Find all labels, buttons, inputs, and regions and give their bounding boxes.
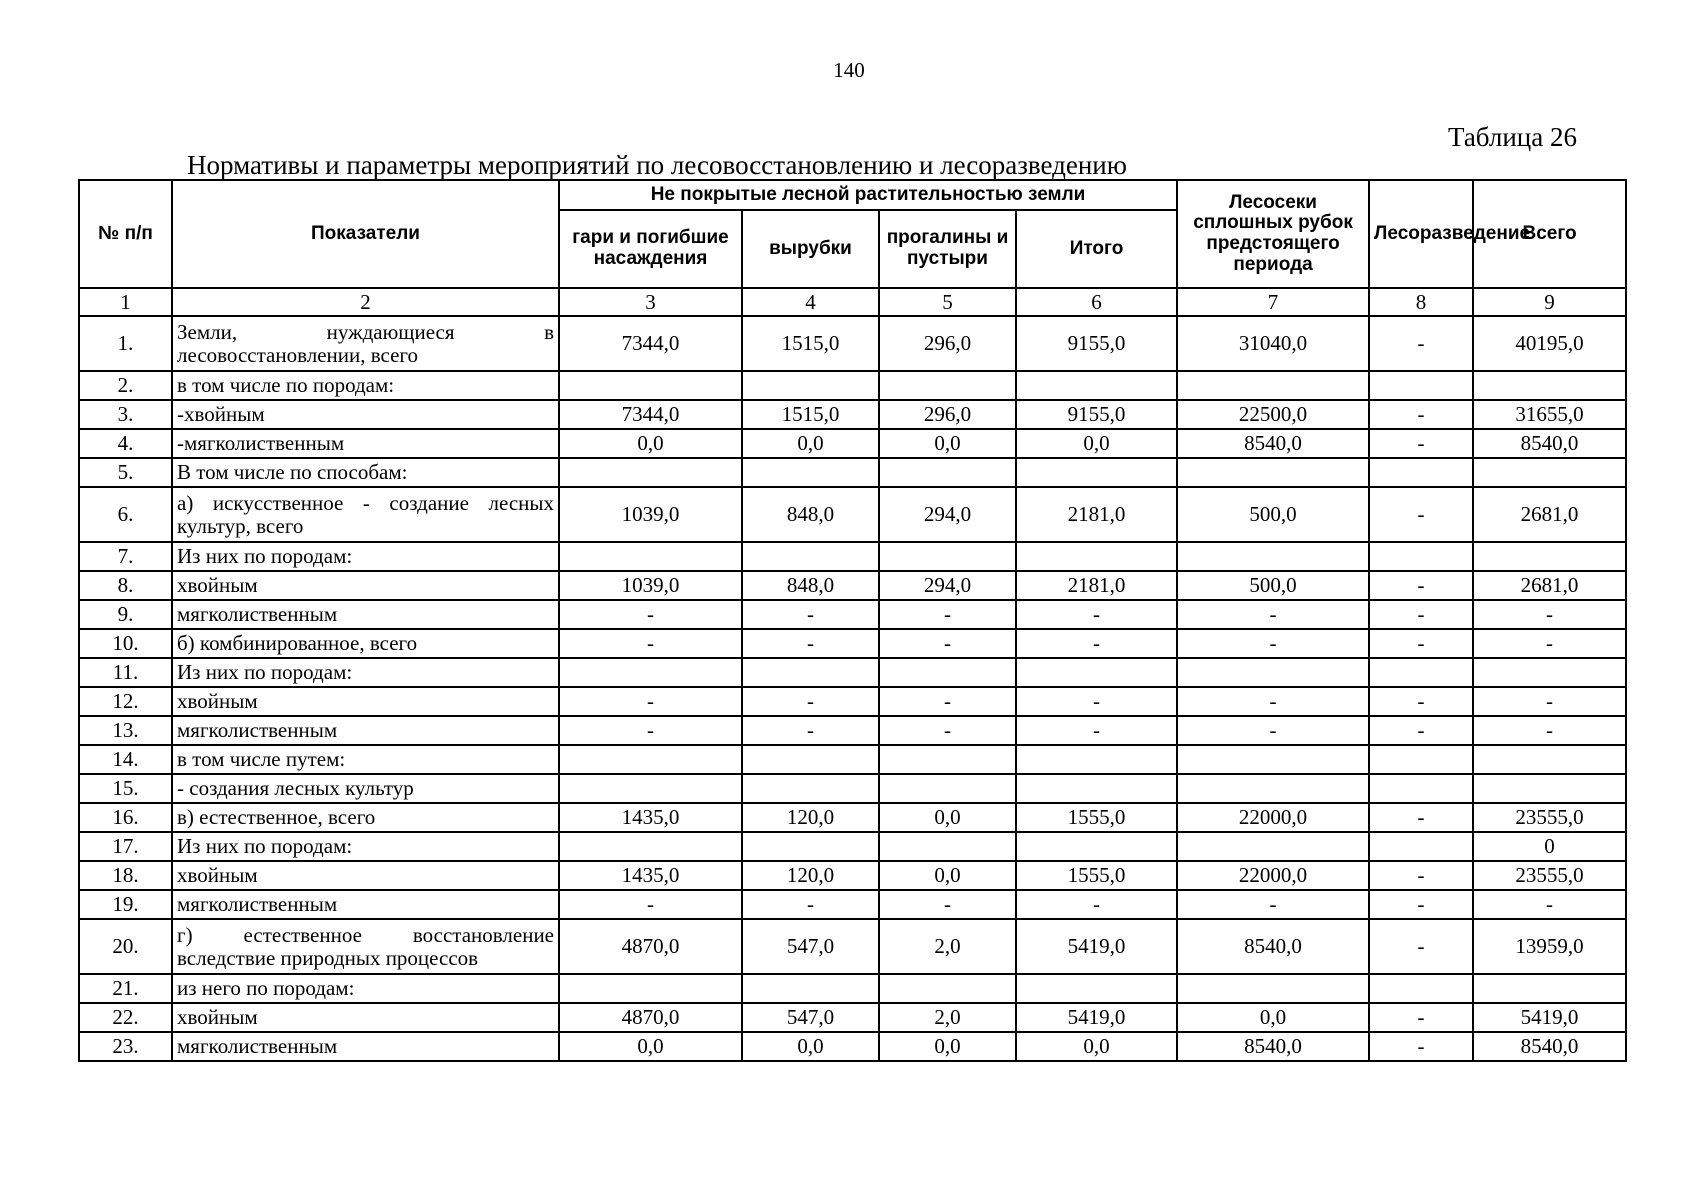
row-label: -мягколиственным	[172, 429, 559, 458]
table-row	[79, 429, 1626, 458]
row-number: 13.	[79, 716, 172, 745]
cell-clearcut	[1177, 774, 1369, 803]
cell-afforestation: -	[1369, 629, 1473, 658]
cell-cuttings: -	[742, 716, 879, 745]
cell-cuttings: 547,0	[742, 919, 879, 974]
cell-cuttings: 1515,0	[742, 400, 879, 429]
row-number: 2.	[79, 371, 172, 400]
cell-cuttings	[742, 974, 879, 1003]
row-number: 14.	[79, 745, 172, 774]
cell-cuttings: -	[742, 890, 879, 919]
table-row	[79, 803, 1626, 832]
cell-clearcut: -	[1177, 600, 1369, 629]
header-indicator: Показатели	[172, 180, 559, 288]
cell-burns	[559, 745, 742, 774]
row-number: 7.	[79, 542, 172, 571]
cell-glades	[879, 371, 1016, 400]
cell-clearcut: 22000,0	[1177, 803, 1369, 832]
column-number: 2	[172, 288, 559, 316]
row-label: мягколиственным	[172, 890, 559, 919]
cell-total: 23555,0	[1473, 861, 1626, 890]
row-label: -хвойным	[172, 400, 559, 429]
row-number: 5.	[79, 458, 172, 487]
cell-cuttings	[742, 542, 879, 571]
cell-afforestation	[1369, 745, 1473, 774]
cell-burns: 1435,0	[559, 861, 742, 890]
row-label: мягколиственным	[172, 600, 559, 629]
column-number: 6	[1016, 288, 1177, 316]
cell-afforestation: -	[1369, 487, 1473, 542]
cell-clearcut: -	[1177, 629, 1369, 658]
row-number: 19.	[79, 890, 172, 919]
cell-subtotal: 0,0	[1016, 429, 1177, 458]
cell-clearcut: 31040,0	[1177, 316, 1369, 371]
forest-restoration-table	[78, 179, 1627, 1062]
cell-clearcut: 22500,0	[1177, 400, 1369, 429]
cell-cuttings: 547,0	[742, 1003, 879, 1032]
row-label: в) естественное, всего	[172, 803, 559, 832]
table-row	[79, 716, 1626, 745]
cell-subtotal: 2181,0	[1016, 571, 1177, 600]
cell-glades: 2,0	[879, 919, 1016, 974]
header-cuttings: вырубки	[742, 210, 879, 288]
cell-afforestation: -	[1369, 919, 1473, 974]
cell-burns: 0,0	[559, 429, 742, 458]
cell-burns: -	[559, 687, 742, 716]
cell-cuttings: -	[742, 600, 879, 629]
row-number: 17.	[79, 832, 172, 861]
cell-total: 2681,0	[1473, 571, 1626, 600]
row-label: а) искусственное - создание лесных культур, всего	[172, 487, 559, 542]
cell-burns	[559, 658, 742, 687]
cell-subtotal: 1555,0	[1016, 803, 1177, 832]
cell-glades: -	[879, 716, 1016, 745]
table-row	[79, 487, 1626, 542]
cell-glades	[879, 458, 1016, 487]
cell-total	[1473, 658, 1626, 687]
cell-clearcut	[1177, 832, 1369, 861]
cell-glades: 2,0	[879, 1003, 1016, 1032]
cell-subtotal: 0,0	[1016, 1032, 1177, 1061]
cell-afforestation: -	[1369, 429, 1473, 458]
row-number: 15.	[79, 774, 172, 803]
cell-afforestation	[1369, 832, 1473, 861]
table-row	[79, 687, 1626, 716]
column-number: 3	[559, 288, 742, 316]
cell-subtotal: 5419,0	[1016, 1003, 1177, 1032]
cell-total	[1473, 745, 1626, 774]
cell-clearcut: -	[1177, 687, 1369, 716]
cell-subtotal: 9155,0	[1016, 400, 1177, 429]
cell-clearcut	[1177, 542, 1369, 571]
row-number: 22.	[79, 1003, 172, 1032]
cell-clearcut	[1177, 458, 1369, 487]
table-row	[79, 600, 1626, 629]
cell-total: 8540,0	[1473, 1032, 1626, 1061]
column-number: 9	[1473, 288, 1626, 316]
cell-burns: -	[559, 629, 742, 658]
cell-burns: -	[559, 716, 742, 745]
table-row	[79, 542, 1626, 571]
cell-cuttings	[742, 371, 879, 400]
cell-subtotal	[1016, 745, 1177, 774]
table-row	[79, 832, 1626, 861]
cell-subtotal: 9155,0	[1016, 316, 1177, 371]
cell-afforestation: -	[1369, 1032, 1473, 1061]
cell-clearcut: 8540,0	[1177, 1032, 1369, 1061]
table-row	[79, 890, 1626, 919]
row-label: мягколиственным	[172, 716, 559, 745]
table-row	[79, 861, 1626, 890]
cell-afforestation: -	[1369, 1003, 1473, 1032]
cell-burns: 1435,0	[559, 803, 742, 832]
row-number: 12.	[79, 687, 172, 716]
cell-total: -	[1473, 629, 1626, 658]
cell-total: -	[1473, 600, 1626, 629]
cell-clearcut	[1177, 371, 1369, 400]
cell-clearcut	[1177, 658, 1369, 687]
cell-afforestation	[1369, 542, 1473, 571]
cell-cuttings	[742, 658, 879, 687]
cell-cuttings: 120,0	[742, 861, 879, 890]
row-label: Из них по породам:	[172, 542, 559, 571]
row-label: из него по породам:	[172, 974, 559, 1003]
cell-clearcut: -	[1177, 890, 1369, 919]
row-number: 9.	[79, 600, 172, 629]
table-body	[79, 316, 1626, 1061]
cell-burns: 4870,0	[559, 1003, 742, 1032]
row-label: Земли, нуждающиеся в лесовосстановлении, всего	[172, 316, 559, 371]
cell-afforestation	[1369, 458, 1473, 487]
cell-burns: 7344,0	[559, 316, 742, 371]
cell-burns	[559, 832, 742, 861]
cell-burns	[559, 542, 742, 571]
cell-afforestation: -	[1369, 861, 1473, 890]
column-number: 5	[879, 288, 1016, 316]
cell-glades: 0,0	[879, 1032, 1016, 1061]
cell-cuttings	[742, 458, 879, 487]
cell-total: 40195,0	[1473, 316, 1626, 371]
cell-burns: -	[559, 600, 742, 629]
cell-afforestation: -	[1369, 600, 1473, 629]
table-row	[79, 974, 1626, 1003]
table-row	[79, 745, 1626, 774]
cell-total: -	[1473, 687, 1626, 716]
table-row	[79, 1032, 1626, 1061]
header-burns: гари и погибшие насаждения	[559, 210, 742, 288]
cell-glades	[879, 832, 1016, 861]
cell-burns: 0,0	[559, 1032, 742, 1061]
header-total: Всего	[1473, 180, 1626, 288]
cell-glades: 294,0	[879, 487, 1016, 542]
cell-glades: 294,0	[879, 571, 1016, 600]
row-label: хвойным	[172, 861, 559, 890]
cell-cuttings: 120,0	[742, 803, 879, 832]
cell-total: -	[1473, 890, 1626, 919]
cell-afforestation: -	[1369, 803, 1473, 832]
cell-total	[1473, 371, 1626, 400]
header-unforested-group: Не покрытые лесной растительностью земли	[559, 180, 1177, 210]
cell-subtotal: 1555,0	[1016, 861, 1177, 890]
cell-afforestation	[1369, 974, 1473, 1003]
row-number: 4.	[79, 429, 172, 458]
cell-subtotal: -	[1016, 687, 1177, 716]
cell-total: 23555,0	[1473, 803, 1626, 832]
table-row	[79, 774, 1626, 803]
table-row	[79, 458, 1626, 487]
header-number: № п/п	[79, 180, 172, 288]
cell-total	[1473, 774, 1626, 803]
cell-subtotal: -	[1016, 629, 1177, 658]
cell-afforestation: -	[1369, 571, 1473, 600]
cell-total: 8540,0	[1473, 429, 1626, 458]
cell-afforestation: -	[1369, 316, 1473, 371]
header-subtotal: Итого	[1016, 210, 1177, 288]
cell-afforestation: -	[1369, 687, 1473, 716]
cell-subtotal: -	[1016, 716, 1177, 745]
cell-afforestation	[1369, 371, 1473, 400]
table-row	[79, 400, 1626, 429]
header-clearcut: Лесосеки сплошных рубок предстоящего периода	[1177, 180, 1369, 288]
cell-clearcut: 22000,0	[1177, 861, 1369, 890]
cell-glades: 296,0	[879, 316, 1016, 371]
cell-afforestation	[1369, 658, 1473, 687]
cell-glades	[879, 658, 1016, 687]
cell-burns	[559, 974, 742, 1003]
row-label: б) комбинированное, всего	[172, 629, 559, 658]
cell-glades: -	[879, 600, 1016, 629]
cell-total: 31655,0	[1473, 400, 1626, 429]
column-number: 1	[79, 288, 172, 316]
row-label: хвойным	[172, 1003, 559, 1032]
cell-burns: 7344,0	[559, 400, 742, 429]
cell-subtotal	[1016, 458, 1177, 487]
row-label: в том числе путем:	[172, 745, 559, 774]
cell-glades	[879, 542, 1016, 571]
cell-burns: 1039,0	[559, 571, 742, 600]
header-glades: прогалины и пустыри	[879, 210, 1016, 288]
cell-clearcut: 0,0	[1177, 1003, 1369, 1032]
cell-clearcut: 500,0	[1177, 487, 1369, 542]
row-label: г) естественное восстановление вследствие природных процессов	[172, 919, 559, 974]
cell-total	[1473, 458, 1626, 487]
cell-cuttings: 848,0	[742, 487, 879, 542]
cell-subtotal	[1016, 974, 1177, 1003]
cell-cuttings: 1515,0	[742, 316, 879, 371]
cell-subtotal: 2181,0	[1016, 487, 1177, 542]
row-number: 11.	[79, 658, 172, 687]
table-row	[79, 316, 1626, 371]
cell-burns	[559, 371, 742, 400]
cell-total: 0	[1473, 832, 1626, 861]
cell-subtotal	[1016, 658, 1177, 687]
cell-total: 5419,0	[1473, 1003, 1626, 1032]
cell-glades: 296,0	[879, 400, 1016, 429]
cell-subtotal	[1016, 371, 1177, 400]
row-label: хвойным	[172, 571, 559, 600]
cell-afforestation	[1369, 774, 1473, 803]
cell-subtotal: 5419,0	[1016, 919, 1177, 974]
cell-total	[1473, 542, 1626, 571]
table-row	[79, 371, 1626, 400]
cell-subtotal	[1016, 832, 1177, 861]
cell-clearcut: 8540,0	[1177, 919, 1369, 974]
table-row	[79, 1003, 1626, 1032]
cell-cuttings: -	[742, 629, 879, 658]
cell-glades: -	[879, 687, 1016, 716]
column-number-row	[79, 288, 1626, 316]
cell-glades: 0,0	[879, 803, 1016, 832]
cell-cuttings	[742, 774, 879, 803]
row-number: 1.	[79, 316, 172, 371]
cell-burns	[559, 458, 742, 487]
row-label: Из них по породам:	[172, 832, 559, 861]
row-label: хвойным	[172, 687, 559, 716]
table-row	[79, 571, 1626, 600]
row-label: - создания лесных культур	[172, 774, 559, 803]
row-number: 10.	[79, 629, 172, 658]
table-title: Нормативы и параметры мероприятий по лесовосстановлению и лесоразведению	[187, 150, 1127, 180]
cell-glades: -	[879, 629, 1016, 658]
cell-glades: 0,0	[879, 861, 1016, 890]
cell-glades: 0,0	[879, 429, 1016, 458]
table-row	[79, 658, 1626, 687]
row-number: 20.	[79, 919, 172, 974]
column-number: 4	[742, 288, 879, 316]
cell-total: 2681,0	[1473, 487, 1626, 542]
cell-total: -	[1473, 716, 1626, 745]
cell-subtotal	[1016, 542, 1177, 571]
cell-subtotal: -	[1016, 890, 1177, 919]
cell-afforestation: -	[1369, 890, 1473, 919]
cell-cuttings	[742, 745, 879, 774]
cell-cuttings: 0,0	[742, 429, 879, 458]
cell-burns	[559, 774, 742, 803]
table-label: Таблица 26	[1448, 122, 1577, 152]
cell-afforestation: -	[1369, 716, 1473, 745]
row-label: В том числе по способам:	[172, 458, 559, 487]
cell-total: 13959,0	[1473, 919, 1626, 974]
cell-burns: 4870,0	[559, 919, 742, 974]
cell-glades: -	[879, 890, 1016, 919]
cell-glades	[879, 974, 1016, 1003]
header-afforestation: Лесоразведение	[1369, 180, 1473, 288]
cell-clearcut	[1177, 974, 1369, 1003]
column-number: 7	[1177, 288, 1369, 316]
row-label: Из них по породам:	[172, 658, 559, 687]
cell-burns: 1039,0	[559, 487, 742, 542]
cell-clearcut: -	[1177, 716, 1369, 745]
row-number: 18.	[79, 861, 172, 890]
row-number: 3.	[79, 400, 172, 429]
table-row	[79, 919, 1626, 974]
cell-subtotal	[1016, 774, 1177, 803]
table-row	[79, 629, 1626, 658]
row-number: 6.	[79, 487, 172, 542]
cell-subtotal: -	[1016, 600, 1177, 629]
cell-burns: -	[559, 890, 742, 919]
cell-cuttings: 0,0	[742, 1032, 879, 1061]
row-number: 16.	[79, 803, 172, 832]
row-number: 8.	[79, 571, 172, 600]
row-number: 21.	[79, 974, 172, 1003]
cell-clearcut	[1177, 745, 1369, 774]
cell-glades	[879, 745, 1016, 774]
cell-cuttings: 848,0	[742, 571, 879, 600]
cell-clearcut: 500,0	[1177, 571, 1369, 600]
cell-clearcut: 8540,0	[1177, 429, 1369, 458]
cell-total	[1473, 974, 1626, 1003]
column-number: 8	[1369, 288, 1473, 316]
cell-cuttings: -	[742, 687, 879, 716]
cell-glades	[879, 774, 1016, 803]
row-label: в том числе по породам:	[172, 371, 559, 400]
cell-cuttings	[742, 832, 879, 861]
row-label: мягколиственным	[172, 1032, 559, 1061]
cell-afforestation: -	[1369, 400, 1473, 429]
row-number: 23.	[79, 1032, 172, 1061]
page-number: 140	[833, 58, 865, 82]
